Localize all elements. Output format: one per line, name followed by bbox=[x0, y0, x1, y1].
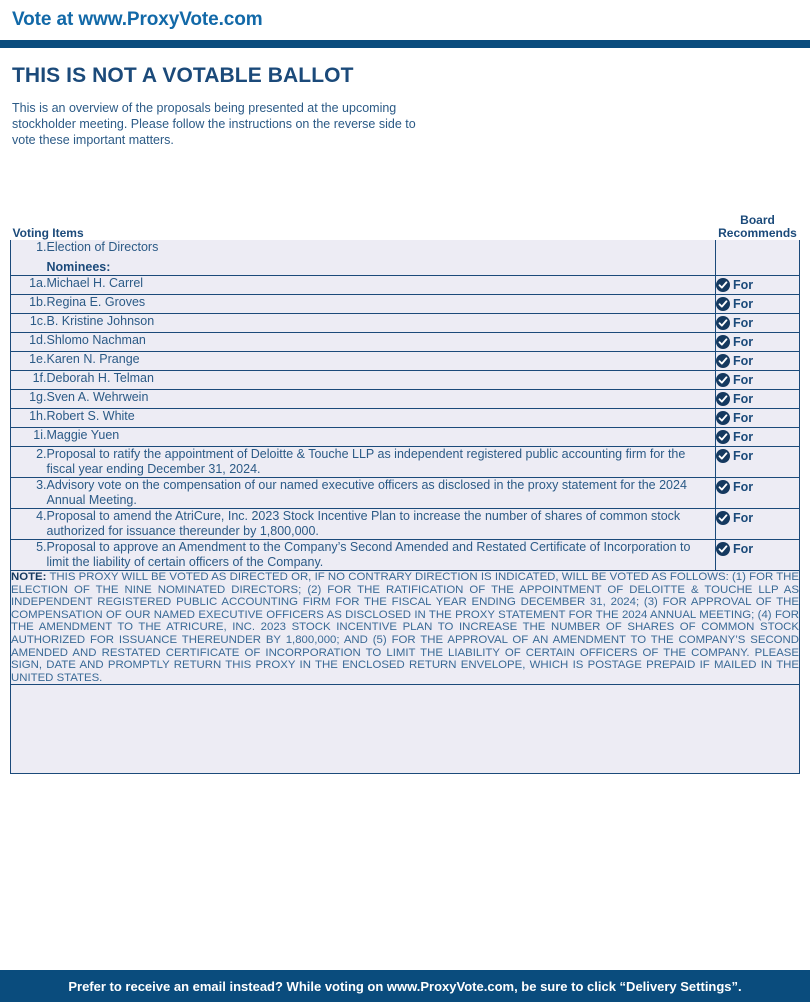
board-recommends-line2: Recommends bbox=[718, 226, 797, 240]
recommendation-label: For bbox=[733, 278, 754, 292]
table-row bbox=[11, 428, 800, 447]
table-row bbox=[11, 276, 800, 295]
nominee-name: Shlomo Nachman bbox=[47, 333, 716, 352]
intro-text: This is an overview of the proposals being presented at the upcoming stockholder meeting. Please follow the instructions on the reverse side to vote these important matters. bbox=[12, 101, 416, 147]
table-row bbox=[11, 509, 800, 540]
note-row bbox=[11, 571, 800, 685]
nominee-name: Karen N. Prange bbox=[47, 352, 716, 371]
item-description bbox=[47, 240, 716, 276]
board-recommendation-cell bbox=[716, 352, 800, 371]
footer-text: Prefer to receive an email instead? While voting on www.ProxyVote.com, be sure to click “Delivery Settings”. bbox=[68, 978, 742, 994]
recommendation-label: For bbox=[733, 430, 754, 444]
board-recommendation-cell bbox=[716, 333, 800, 352]
check-circle-icon bbox=[716, 297, 730, 311]
recommendation-label: For bbox=[733, 480, 754, 494]
item-number: 1e. bbox=[11, 352, 47, 371]
recommendation-label: For bbox=[733, 411, 754, 425]
note-text: NOTE: THIS PROXY WILL BE VOTED AS DIRECTED OR, IF NO CONTRARY DIRECTION IS INDICATED, WILL BE VOTED AS FOLLOWS: (1) FOR THE ELECTION OF THE NINE NOMINATED DIRECTORS; (2) FOR THE RATIFICATION OF THE APPOINTMENT OF DELOITTE & TOUCHE LLP AS INDEPENDENT REGISTERED PUBLIC ACCOUNTING FIRM FOR THE FISCAL YEAR ENDING DECEMBER 31, 2024; (3) FOR APPROVAL OF THE COMPENSATION OF OUR NAMED EXECUTIVE OFFICERS AS DISCLOSED IN THE PROXY STATEMENT FOR THE 2024 ANNUAL MEETING; (4) FOR THE AMENDMENT TO THE ATRICURE, INC. 2023 STOCK INCENTIVE PLAN TO INCREASE THE NUMBER OF SHARES OF COMMON STOCK AUTHORIZED FOR ISSUANCE THEREUNDER BY 1,800,000; AND (5) FOR THE APPROVAL OF AN AMENDMENT TO THE COMPANY’S SECOND AMENDED AND RESTATED CERTIFICATE OF INCORPORATION TO LIMIT THE LIABILITY OF CERTAIN OFFICERS OF THE COMPANY. PLEASE SIGN, DATE AND PROMPTLY RETURN THIS PROXY IN THE ENCLOSED RETURN ENVELOPE, WHICH IS POSTAGE PREPAID IF MAILED IN THE UNITED STATES. bbox=[11, 571, 799, 684]
proposal-text: Proposal to approve an Amendment to the Company’s Second Amended and Restated Certificate of Incorporation to limit the liability of certain officers of the Company. bbox=[47, 540, 716, 571]
item-number: 3. bbox=[11, 478, 47, 509]
table-header-row bbox=[11, 214, 800, 240]
item-number: 1g. bbox=[11, 390, 47, 409]
item-number: 2. bbox=[11, 447, 47, 478]
recommendation-label: For bbox=[733, 542, 754, 556]
recommendation-label: For bbox=[733, 511, 754, 525]
board-recommendation-cell bbox=[716, 276, 800, 295]
blank-row bbox=[11, 685, 800, 774]
nominee-name: Michael H. Carrel bbox=[47, 276, 716, 295]
proposal-text: Advisory vote on the compensation of our named executive officers as disclosed in the proxy statement for the 2024 Annual Meeting. bbox=[47, 478, 716, 509]
board-recommendation-cell bbox=[716, 371, 800, 390]
item-number: 1c. bbox=[11, 314, 47, 333]
site-title: Vote at www.ProxyVote.com bbox=[12, 9, 263, 30]
table-row bbox=[11, 390, 800, 409]
ballot-table bbox=[10, 214, 800, 774]
table-row bbox=[11, 314, 800, 333]
nominee-name: Maggie Yuen bbox=[47, 428, 716, 447]
item-title: Election of Directors bbox=[46, 240, 159, 254]
table-row bbox=[11, 352, 800, 371]
table-row bbox=[11, 240, 800, 276]
nominee-name: Sven A. Wehrwein bbox=[47, 390, 716, 409]
check-circle-icon bbox=[716, 316, 730, 330]
item-number: 1b. bbox=[11, 295, 47, 314]
table-row bbox=[11, 478, 800, 509]
table-row bbox=[11, 447, 800, 478]
item-number: 1. bbox=[11, 240, 47, 276]
board-recommendation-cell bbox=[716, 428, 800, 447]
footer-banner bbox=[0, 970, 810, 1002]
proposal-text: Proposal to ratify the appointment of Deloitte & Touche LLP as independent registered public accounting firm for the fiscal year ending December 31, 2024. bbox=[47, 447, 716, 478]
blank-area bbox=[11, 685, 800, 774]
board-recommendation-cell bbox=[716, 390, 800, 409]
nominees-label: Nominees: bbox=[46, 260, 111, 274]
item-number: 1a. bbox=[11, 276, 47, 295]
board-recommendation-cell bbox=[716, 314, 800, 333]
board-recommendation-cell bbox=[716, 240, 800, 276]
recommendation-label: For bbox=[733, 316, 754, 330]
recommendation-label: For bbox=[733, 335, 754, 349]
item-number: 1d. bbox=[11, 333, 47, 352]
recommendation-label: For bbox=[733, 354, 754, 368]
table-row bbox=[11, 295, 800, 314]
board-recommendation-cell bbox=[716, 409, 800, 428]
note-label: NOTE: bbox=[11, 571, 47, 583]
check-circle-icon bbox=[716, 511, 730, 525]
board-recommendation-cell bbox=[716, 478, 800, 509]
nominee-name: B. Kristine Johnson bbox=[47, 314, 716, 333]
item-number: 1h. bbox=[11, 409, 47, 428]
check-circle-icon bbox=[716, 411, 730, 425]
item-number: 1f. bbox=[11, 371, 47, 390]
column-header-board-recommends bbox=[716, 214, 800, 240]
check-circle-icon bbox=[716, 373, 730, 387]
item-number: 1i. bbox=[11, 428, 47, 447]
recommendation-label: For bbox=[733, 373, 754, 387]
table-row bbox=[11, 333, 800, 352]
table-row bbox=[11, 540, 800, 571]
check-circle-icon bbox=[716, 335, 730, 349]
table-row bbox=[11, 409, 800, 428]
recommendation-label: For bbox=[733, 392, 754, 406]
table-row bbox=[11, 371, 800, 390]
check-circle-icon bbox=[716, 278, 730, 292]
nominee-name: Regina E. Groves bbox=[47, 295, 716, 314]
recommendation-label: For bbox=[733, 297, 754, 311]
check-circle-icon bbox=[716, 449, 730, 463]
check-circle-icon bbox=[716, 430, 730, 444]
board-recommendation-cell bbox=[716, 540, 800, 571]
board-recommendation-cell bbox=[716, 447, 800, 478]
recommendation-label: For bbox=[733, 449, 754, 463]
board-recommendation-cell bbox=[716, 295, 800, 314]
check-circle-icon bbox=[716, 480, 730, 494]
ballot-table-container bbox=[0, 214, 810, 774]
item-number: 4. bbox=[11, 509, 47, 540]
page-title: THIS IS NOT A VOTABLE BALLOT bbox=[12, 64, 354, 87]
proposal-text: Proposal to amend the AtriCure, Inc. 2023 Stock Incentive Plan to increase the number of shares of common stock authorized for issuance thereunder by 1,800,000. bbox=[47, 509, 716, 540]
check-circle-icon bbox=[716, 354, 730, 368]
check-circle-icon bbox=[716, 542, 730, 556]
board-recommends-line1: Board bbox=[740, 213, 775, 227]
nominee-name: Deborah H. Telman bbox=[47, 371, 716, 390]
column-header-voting-items: Voting Items bbox=[11, 214, 716, 240]
nominee-name: Robert S. White bbox=[47, 409, 716, 428]
header-rule-bar bbox=[0, 40, 810, 48]
check-circle-icon bbox=[716, 392, 730, 406]
item-number: 5. bbox=[11, 540, 47, 571]
board-recommendation-cell bbox=[716, 509, 800, 540]
